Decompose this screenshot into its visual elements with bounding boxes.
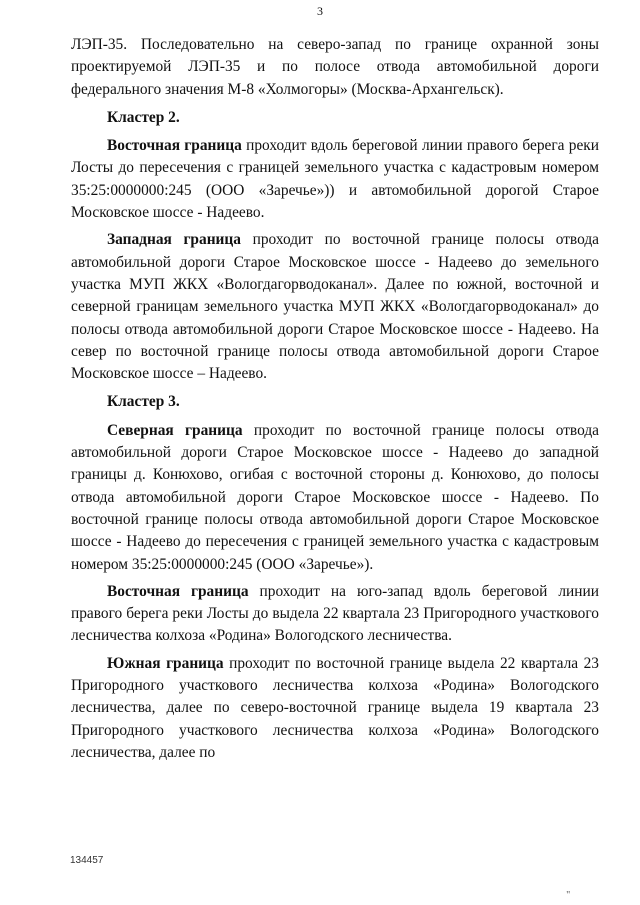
- boundary-lead: Северная граница: [107, 421, 243, 439]
- paragraph-text: проходит на юго-запад вдоль береговой линии правого берега реки Лосты до выдела 22 квартала 23 Пригородного участкового лесничества колхоза «Родина» Вологодского лесничества.: [71, 582, 600, 645]
- paragraph-west-boundary-cluster-2: [71, 229, 599, 385]
- paragraph-text: ЛЭП-35. Последовательно на северо-запад по границе охранной зоны проектируемой ЛЭП-35 и по полосе отвода автомобильной дороги федерального значения М-8 «Холмогоры» (Москва-Архангельск).: [71, 36, 599, 98]
- paragraph-text: проходит по восточной границе выдела 22 квартала 23 Пригородного участкового лесничества колхоза «Родина» Вологодского лесничества, далее по северо-восточной границе выдела 19 квартала 23 Пригородного участкового лесничества колхоза «Родина» Вологодского лесничества, далее по: [71, 654, 599, 761]
- paragraph-south-boundary-cluster-3: [71, 653, 599, 764]
- paragraph-text: проходит по восточной границе полосы отвода автомобильной дороги Старое Московское шоссе - Надеево до земельного участка МУП ЖКХ «Вологдагорводоканал». Далее по южной, восточной и северной границам земельного участка МУП ЖКХ «Вологдагорводоканал» до полосы отвода автомобильной дороги Старое Московское шоссе - Надеево. На север по восточной границе полосы отвода автомобильной дороги Старое Московское шоссе – Надеево.: [71, 231, 600, 383]
- paragraph-north-boundary-cluster-3: [71, 420, 599, 576]
- document-body: [71, 34, 599, 769]
- paragraph-text: проходит вдоль береговой линии правого берега реки Лосты до пересечения с границей земельного участка с кадастровым номером 35:25:0000000:245 (ООО «Заречье»)) и автомобильной дорогой Старое Московское шоссе - Надеево.: [71, 137, 600, 222]
- cluster-heading-3: Кластер 3.: [107, 393, 180, 411]
- paragraph-text: проходит по восточной границе полосы отвода автомобильной дороги Старое Московское шоссе - Надеево до западной границы д. Конюхово, огибая с восточной стороны д. Конюхово, до полосы отвода автомобильной дороги Старое Московское шоссе - Надеево. По восточной границе полосы отвода автомобильной дороги Старое Московское шоссе - Надеево до пересечения с границей земельного участка с кадастровым номером 35:25:0000000:245 (ООО «Заречье»).: [71, 421, 599, 573]
- paragraph-east-boundary-cluster-2: [71, 135, 599, 224]
- paragraph-east-boundary-cluster-3: [71, 581, 599, 648]
- cluster-heading-2: Кластер 2.: [107, 108, 180, 126]
- paragraph-intro: [71, 34, 599, 101]
- boundary-lead: Восточная граница: [107, 582, 249, 600]
- page-number: 3: [317, 4, 323, 18]
- document-code: 134457: [70, 855, 104, 866]
- boundary-lead: Западная граница: [107, 231, 241, 249]
- boundary-lead: Восточная граница: [107, 137, 242, 155]
- boundary-lead: Южная граница: [107, 654, 224, 672]
- corner-mark: '': [566, 890, 570, 901]
